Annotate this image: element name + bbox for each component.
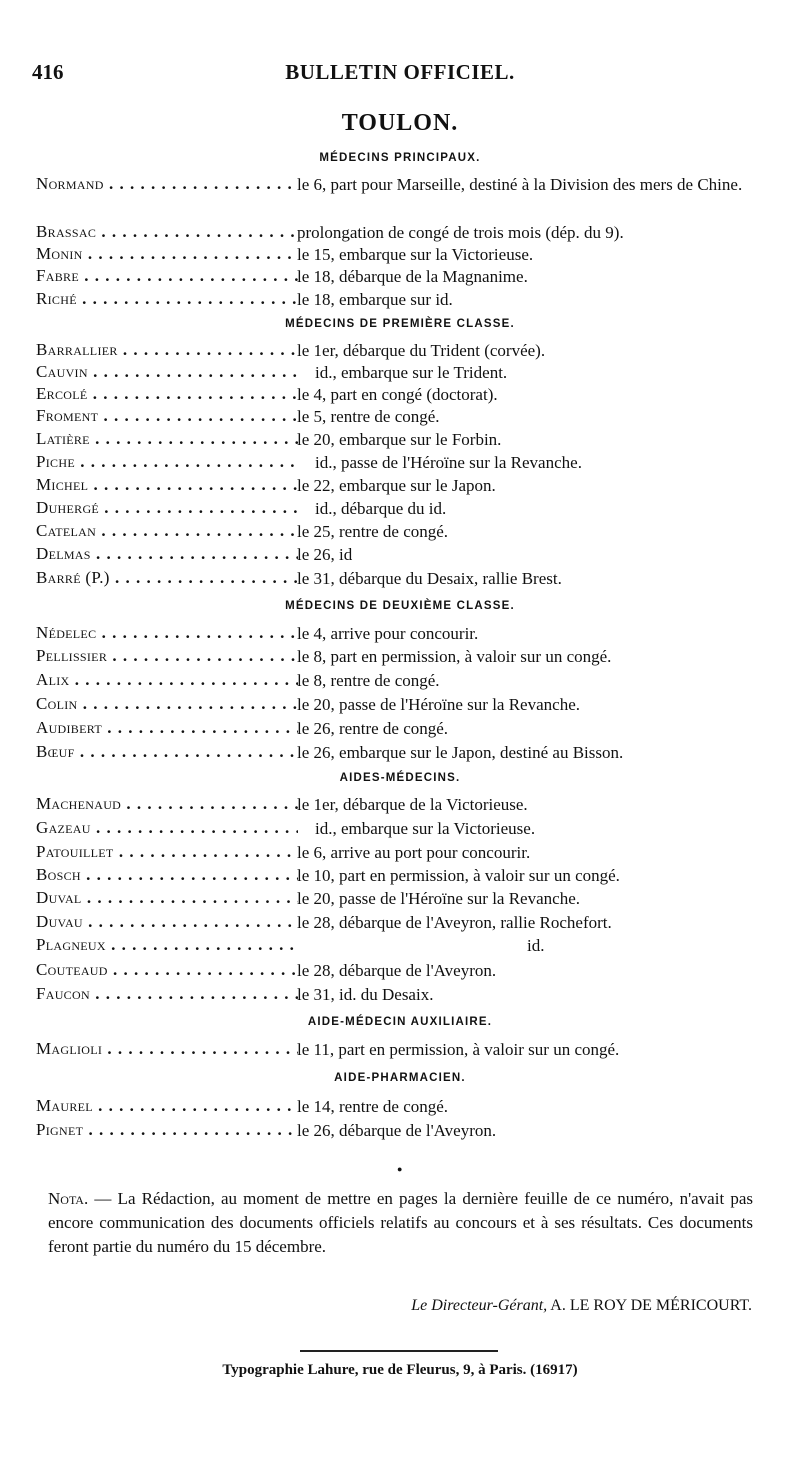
officer-name: Barrallier . . . xyxy=(36,340,298,360)
roster-entry xyxy=(30,475,770,499)
roster-entry xyxy=(30,498,770,522)
movement-detail: id., débarque du id. xyxy=(315,499,447,518)
movement-detail: le 26, id xyxy=(297,545,353,564)
roster-entry xyxy=(30,646,770,670)
roster-entry xyxy=(30,912,770,936)
officer-name: Patouillet . . . xyxy=(36,842,298,862)
movement-detail: id., embarque sur la Victorieuse. xyxy=(315,819,536,838)
movement-detail: le 20, embarque sur le Forbin. xyxy=(297,430,502,449)
officer-name: Maglioli . . . xyxy=(36,1039,298,1059)
officer-name: Delmas . . . xyxy=(36,544,298,564)
roster-entry xyxy=(30,935,770,959)
signature-name: A. LE ROY DE MÉRICOURT. xyxy=(547,1297,752,1314)
officer-name: Michel . . . xyxy=(36,475,298,495)
officer-name: Fabre . . . xyxy=(36,266,298,286)
printer-imprint: Typographie Lahure, rue de Fleurus, 9, à Paris. (16917) xyxy=(222,1362,578,1378)
roster-entry xyxy=(30,694,770,718)
movement-detail: le 15, embarque sur la Victorieuse. xyxy=(297,245,534,264)
officer-name: Couteaud . . . xyxy=(36,960,298,980)
movement-detail: le 10, part en permission, à valoir sur un congé. xyxy=(297,866,620,885)
roster-entry xyxy=(30,266,770,290)
roster-entry xyxy=(30,888,770,912)
officer-name: Barré (P.) . . . xyxy=(36,568,298,588)
movement-detail: le 31, id. du Desaix. xyxy=(297,985,434,1004)
officer-name: Duvau . . . xyxy=(36,912,298,932)
section-heading: AIDES-MÉDECINS. xyxy=(339,772,461,784)
movement-detail: le 26, embarque sur le Japon, destiné au Bisson. xyxy=(297,743,624,762)
movement-detail: le 5, rentre de congé. xyxy=(297,407,440,426)
movement-detail: le 8, part en permission, à valoir sur un congé. xyxy=(297,647,612,666)
movement-detail: le 6, part pour Marseille, destiné à la Division des mers de Chine. xyxy=(297,175,743,194)
movement-detail: le 18, embarque sur id. xyxy=(297,290,453,309)
movement-detail: id., passe de l'Héroïne sur la Revanche. xyxy=(315,453,582,472)
movement-detail: le 6, arrive au port pour concourir. xyxy=(297,843,531,862)
roster-entry xyxy=(30,865,770,889)
editorial-note xyxy=(48,1187,753,1259)
officer-name: Catelan . . . xyxy=(36,521,298,541)
movement-detail: id., embarque sur le Trident. xyxy=(315,363,508,382)
movement-detail: id. xyxy=(527,936,545,955)
city-heading: TOULON. xyxy=(341,110,459,136)
movement-detail: le 25, rentre de congé. xyxy=(297,522,449,541)
page-number: 416 xyxy=(32,60,64,84)
officer-name: Normand . . . xyxy=(36,174,298,194)
roster-entry xyxy=(30,742,770,766)
officer-name: Maurel . . . xyxy=(36,1096,298,1116)
movement-detail: prolongation de congé de trois mois (dép. du 9). xyxy=(297,223,624,242)
roster-entry xyxy=(30,623,770,647)
officer-name: Audibert . . . xyxy=(36,718,298,738)
roster-entry xyxy=(30,960,770,984)
note-lead: Nota. xyxy=(48,1189,89,1208)
roster-entry xyxy=(30,1120,770,1144)
roster-entry xyxy=(30,1039,770,1063)
roster-entry xyxy=(30,568,770,592)
movement-detail: le 28, débarque de l'Aveyron. xyxy=(297,961,497,980)
movement-detail: le 1er, débarque de la Victorieuse. xyxy=(297,795,528,814)
officer-name: Bosch . . . xyxy=(36,865,298,885)
movement-detail: le 1er, débarque du Trident (corvée). xyxy=(297,341,546,360)
roster-entry xyxy=(30,429,770,453)
roster-entry xyxy=(30,842,770,866)
roster-entry xyxy=(30,1096,770,1120)
roster-entry xyxy=(30,670,770,694)
page-header xyxy=(30,60,770,90)
section-heading: MÉDECINS PRINCIPAUX. xyxy=(319,152,481,164)
note-text: — La Rédaction, au moment de mettre en pages la dernière feuille de ce numéro, n'avait pas encore communication des documents officiels relatifs au concours et à ses résultats. Ces documents feront partie du numéro du 15 décembre. xyxy=(48,1189,753,1256)
roster-entry xyxy=(30,289,770,313)
officer-name: Duval . . . xyxy=(36,888,298,908)
officer-name: Duhergé . . . xyxy=(36,498,298,518)
officer-name: Plagneux . . . xyxy=(36,935,298,955)
officer-name: Pellissier . . . xyxy=(36,646,298,666)
roster-entry xyxy=(30,222,770,246)
movement-detail: le 20, passe de l'Héroïne sur la Revanche. xyxy=(297,695,580,714)
divider-rule xyxy=(300,1350,498,1352)
officer-name: Colin . . . xyxy=(36,694,298,714)
roster-entry xyxy=(30,818,770,842)
movement-detail: le 18, débarque de la Magnanime. xyxy=(297,267,528,286)
officer-name: Nédelec . . . xyxy=(36,623,298,643)
roster-entry xyxy=(30,406,770,430)
section-heading: AIDE-MÉDECIN AUXILIAIRE. xyxy=(307,1016,493,1028)
signature-role: Le Directeur-Gérant, xyxy=(411,1297,548,1314)
roster-entry xyxy=(30,244,770,268)
movement-detail: le 8, rentre de congé. xyxy=(297,671,440,690)
roster-entry xyxy=(30,521,770,545)
officer-name: Froment . . . xyxy=(36,406,298,426)
section-heading: MÉDECINS DE PREMIÈRE CLASSE. xyxy=(285,318,515,330)
movement-detail: le 31, débarque du Desaix, rallie Brest. xyxy=(297,569,562,588)
roster-entry xyxy=(30,452,770,476)
roster-entry xyxy=(30,362,770,386)
officer-name: Piche . . . xyxy=(36,452,298,472)
officer-name: Faucon . . . xyxy=(36,984,298,1004)
roster-entry xyxy=(30,340,770,364)
movement-detail: le 26, débarque de l'Aveyron. xyxy=(297,1121,497,1140)
movement-detail: le 26, rentre de congé. xyxy=(297,719,449,738)
officer-name: Machenaud . . . xyxy=(36,794,298,814)
movement-detail: le 4, arrive pour concourir. xyxy=(297,624,479,643)
movement-detail: le 22, embarque sur le Japon. xyxy=(297,476,496,495)
officer-name: Alix . . . xyxy=(36,670,298,690)
roster-entry xyxy=(30,718,770,742)
separator-mark: ● xyxy=(397,1164,403,1174)
officer-name: Cauvin . . . xyxy=(36,362,298,382)
officer-name: Monin . . . xyxy=(36,244,298,264)
signature xyxy=(0,1297,752,1315)
officer-name: Latière . . . xyxy=(36,429,298,449)
section-heading: AIDE-PHARMACIEN. xyxy=(334,1072,466,1084)
roster-entry xyxy=(30,384,770,408)
officer-name: Bœuf . . . xyxy=(36,742,298,762)
roster-entry xyxy=(30,174,770,198)
movement-detail: le 14, rentre de congé. xyxy=(297,1097,449,1116)
officer-name: Gazeau . . . xyxy=(36,818,298,838)
movement-detail: le 11, part en permission, à valoir sur un congé. xyxy=(297,1040,620,1059)
section-heading: MÉDECINS DE DEUXIÈME CLASSE. xyxy=(285,600,515,612)
roster-entry xyxy=(30,984,770,1008)
movement-detail: le 28, débarque de l'Aveyron, rallie Rochefort. xyxy=(297,913,612,932)
officer-name: Brassac . . . xyxy=(36,222,298,242)
officer-name: Ercolé . . . xyxy=(36,384,298,404)
movement-detail: le 4, part en congé (doctorat). xyxy=(297,385,498,404)
roster-entry xyxy=(30,794,770,818)
movement-detail: le 20, passe de l'Héroïne sur la Revanche. xyxy=(297,889,580,908)
roster-entry xyxy=(30,544,770,568)
running-title: BULLETIN OFFICIEL. xyxy=(285,60,515,84)
officer-name: Pignet . . . xyxy=(36,1120,298,1140)
officer-name: Riché . . . xyxy=(36,289,298,309)
